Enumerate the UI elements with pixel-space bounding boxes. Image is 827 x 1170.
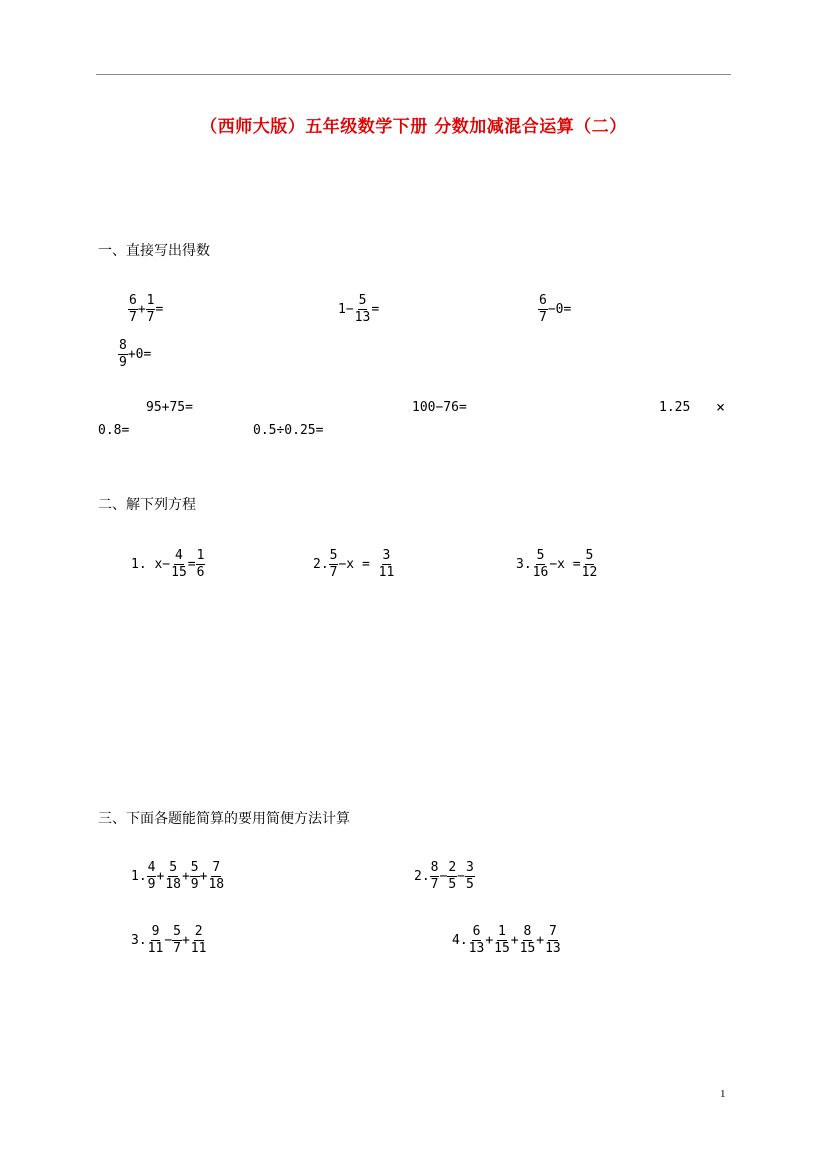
fraction: $\frac{3}{5}$ bbox=[465, 859, 474, 892]
fraction: $\frac{5}{7}$ bbox=[329, 547, 338, 580]
problem-1-2: 1− $\frac{5}{13}$ = bbox=[338, 292, 380, 325]
fraction: $\frac{8}{15}$ bbox=[519, 923, 536, 956]
problem-1-5: 95+75= bbox=[146, 400, 193, 415]
section-1-heading: 一、直接写出得数 bbox=[98, 243, 210, 259]
problem-1-4: $\frac{8}{9}$ +0= bbox=[119, 337, 152, 370]
equation-2: 2. $\frac{5}{7}$ −x = $\frac{3}{11}$ bbox=[313, 547, 395, 580]
fraction: $\frac{7}{13}$ bbox=[545, 923, 561, 956]
calc-2: 2. $\frac{8}{7}$ − $\frac{2}{5}$ − $\frac{3}{5}$ bbox=[414, 859, 474, 892]
calc-4: 4. $\frac{6}{13}$ + $\frac{1}{15}$ + $\frac{8}{15}$ + $\frac{7}{13}$ bbox=[452, 923, 561, 956]
header-rule bbox=[96, 74, 731, 75]
problem-1-8: 0.5÷0.25= bbox=[253, 423, 324, 438]
fraction: $\frac{5}{12}$ bbox=[581, 547, 598, 580]
problem-1-3: $\frac{6}{7}$ −0= bbox=[539, 292, 572, 325]
section-2-heading: 二、解下列方程 bbox=[98, 497, 196, 513]
calc-1: 1. $\frac{4}{9}$ + $\frac{5}{18}$ + $\frac{5}{9}$ + $\frac{7}{18}$ bbox=[131, 859, 225, 892]
fraction: $\frac{9}{11}$ bbox=[147, 923, 164, 956]
page-title: （西师大版）五年级数学下册 分数加减混合运算（二） bbox=[200, 117, 627, 137]
fraction: $\frac{2}{5}$ bbox=[448, 859, 457, 892]
fraction: $\frac{8}{7}$ bbox=[430, 859, 439, 892]
fraction: $\frac{5}{13}$ bbox=[354, 292, 371, 325]
fraction: $\frac{5}{9}$ bbox=[190, 859, 199, 892]
fraction: $\frac{5}{7}$ bbox=[173, 923, 181, 956]
problem-1-7-part-b: 0.8= bbox=[98, 423, 130, 438]
problem-1-6: 100−76= bbox=[412, 400, 467, 415]
fraction: $\frac{4}{9}$ bbox=[147, 859, 156, 892]
fraction: $\frac{2}{11}$ bbox=[190, 923, 207, 956]
fraction: $\frac{6}{13}$ bbox=[468, 923, 485, 956]
fraction: $\frac{6}{7}$ bbox=[539, 292, 547, 325]
equation-1: 1. x− $\frac{4}{15}$ = $\frac{1}{6}$ bbox=[131, 547, 205, 580]
fraction: $\frac{1}{7}$ bbox=[146, 292, 155, 325]
fraction: $\frac{3}{11}$ bbox=[378, 547, 395, 580]
fraction: $\frac{8}{9}$ bbox=[119, 337, 127, 370]
calc-3: 3. $\frac{9}{11}$ − $\frac{5}{7}$ + $\frac{2}{11}$ bbox=[131, 923, 207, 956]
fraction: $\frac{1}{15}$ bbox=[494, 923, 510, 956]
multiply-sign: × bbox=[716, 398, 726, 416]
fraction: $\frac{5}{18}$ bbox=[165, 859, 181, 892]
fraction: $\frac{4}{15}$ bbox=[171, 547, 187, 580]
fraction: $\frac{1}{6}$ bbox=[196, 547, 205, 580]
page-number: 1 bbox=[720, 1088, 726, 1100]
equation-3: 3. $\frac{5}{16}$ −x = $\frac{5}{12}$ bbox=[516, 547, 598, 580]
fraction: $\frac{5}{16}$ bbox=[532, 547, 549, 580]
problem-1-7-part-a: 1.25 bbox=[659, 400, 691, 415]
fraction: $\frac{6}{7}$ bbox=[129, 292, 137, 325]
section-3-heading: 三、下面各题能简算的要用简便方法计算 bbox=[98, 811, 350, 827]
fraction: $\frac{7}{18}$ bbox=[208, 859, 225, 892]
problem-1-1: $\frac{6}{7}$ + $\frac{1}{7}$ = bbox=[129, 292, 164, 325]
